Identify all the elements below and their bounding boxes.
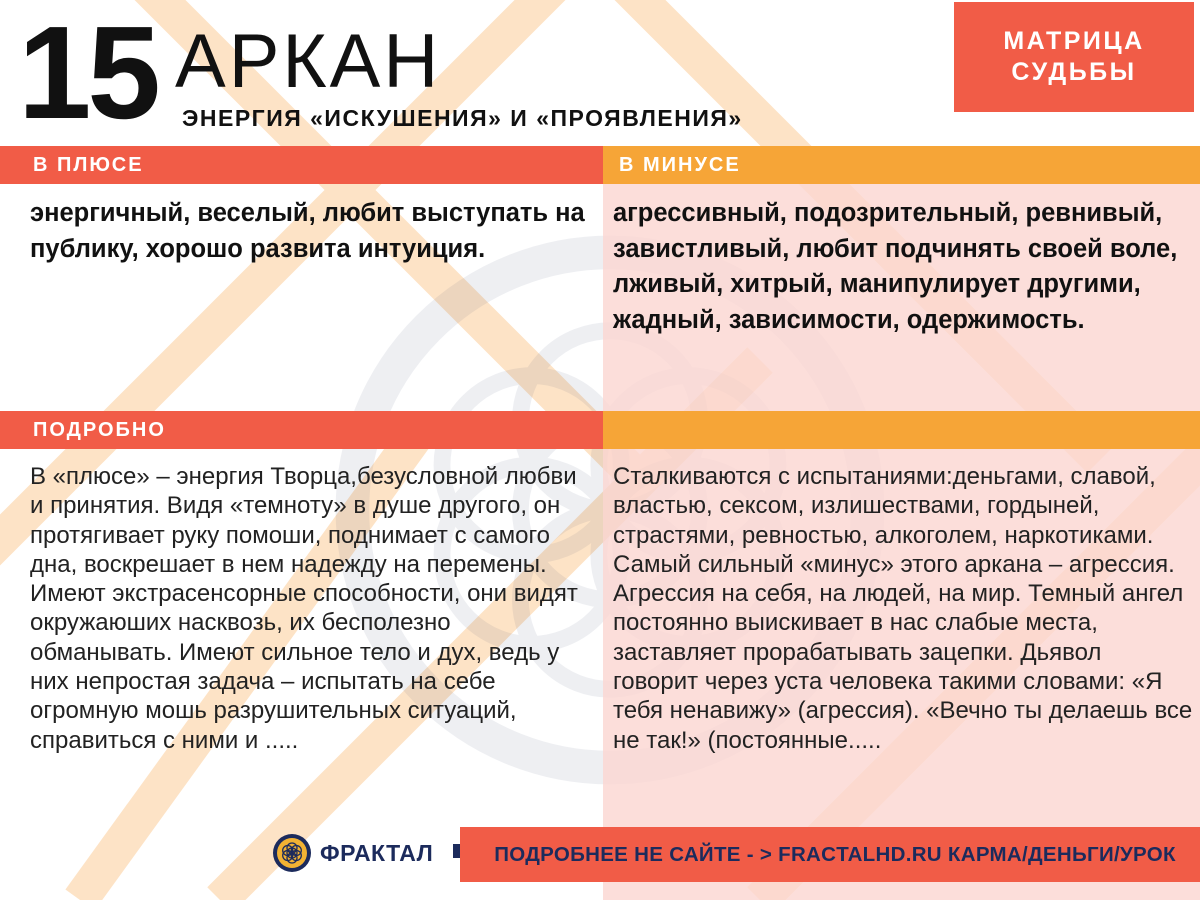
minus-traits-text: агрессивный, подозрительный, ревнивый, завистливый, любит подчинять своей воле, лживый, хитрый, манипулирует другими, жадный, зависимости, одержимость. — [613, 199, 1178, 334]
footer-cta-bar[interactable] — [460, 827, 1200, 882]
flower-of-life-icon — [272, 833, 312, 873]
arcana-subtitle: ЭНЕРГИЯ «ИСКУШЕНИЯ» И «ПРОЯВЛЕНИЯ» — [182, 105, 743, 131]
plus-section-header — [0, 146, 603, 184]
badge-line-2: СУДЬБЫ — [1011, 58, 1137, 86]
footer-brand[interactable] — [272, 830, 433, 876]
destiny-matrix-badge — [954, 2, 1194, 112]
minus-section-label: В МИНУСЕ — [619, 153, 741, 176]
plus-detail-text: В «плюсе» – энергия Творца,безусловной любви и принятия. Видя «темноту» в душе другого, он протягивает руку помоши, поднимает с самого дна, воскрешает в нем надежду на перемены. Имеют экстрасенсорные способности, они видят окружаюших насквозь, их бесполезно обманывать. Имеют сильное тело и дух, ведь у них непростая задача – испытать на себе огромную мошь разрушительных ситуаций, справиться с ними и ..... — [30, 463, 578, 754]
plus-section-label: В ПЛЮСЕ — [33, 153, 144, 176]
detail-section-header-right — [603, 411, 1200, 449]
footer-cta-link[interactable]: ПОДРОБНЕЕ НЕ САЙТЕ - > FRACTALHD.RU КАРМА/ДЕНЬГИ/УРОК — [494, 842, 1176, 866]
arcana-number: 15 — [18, 0, 157, 146]
minus-detail-text: Сталкиваются с испытаниями:деньгами, славой, властью, сексом, излишествами, гордыней, страстями, ревностью, алкоголем, наркотиками. Самый сильный «минус» этого аркана – агрессия. Агрессия на себя, на людей, на мир. Темный ангел постоянно выискивает в нас слабые места, заставляет прорабатывать зацепки. Дьявол говорит через уста человека такими словами: «Я тебя ненавижу» (агрессия). «Вечно ты делаешь все не так!» (постоянные..... — [613, 463, 1193, 754]
footer-brand-name: ФРАКТАЛ — [320, 839, 434, 866]
plus-traits-text: энергичный, веселый, любит выступать на публику, хорошо развита интуиция. — [30, 199, 585, 263]
minus-section-header — [603, 146, 1200, 184]
arcana-title: АРКАН — [175, 19, 442, 104]
detail-section-header — [0, 411, 603, 449]
badge-line-1: МАТРИЦА — [1003, 27, 1145, 55]
detail-section-label: ПОДРОБНО — [33, 418, 166, 441]
